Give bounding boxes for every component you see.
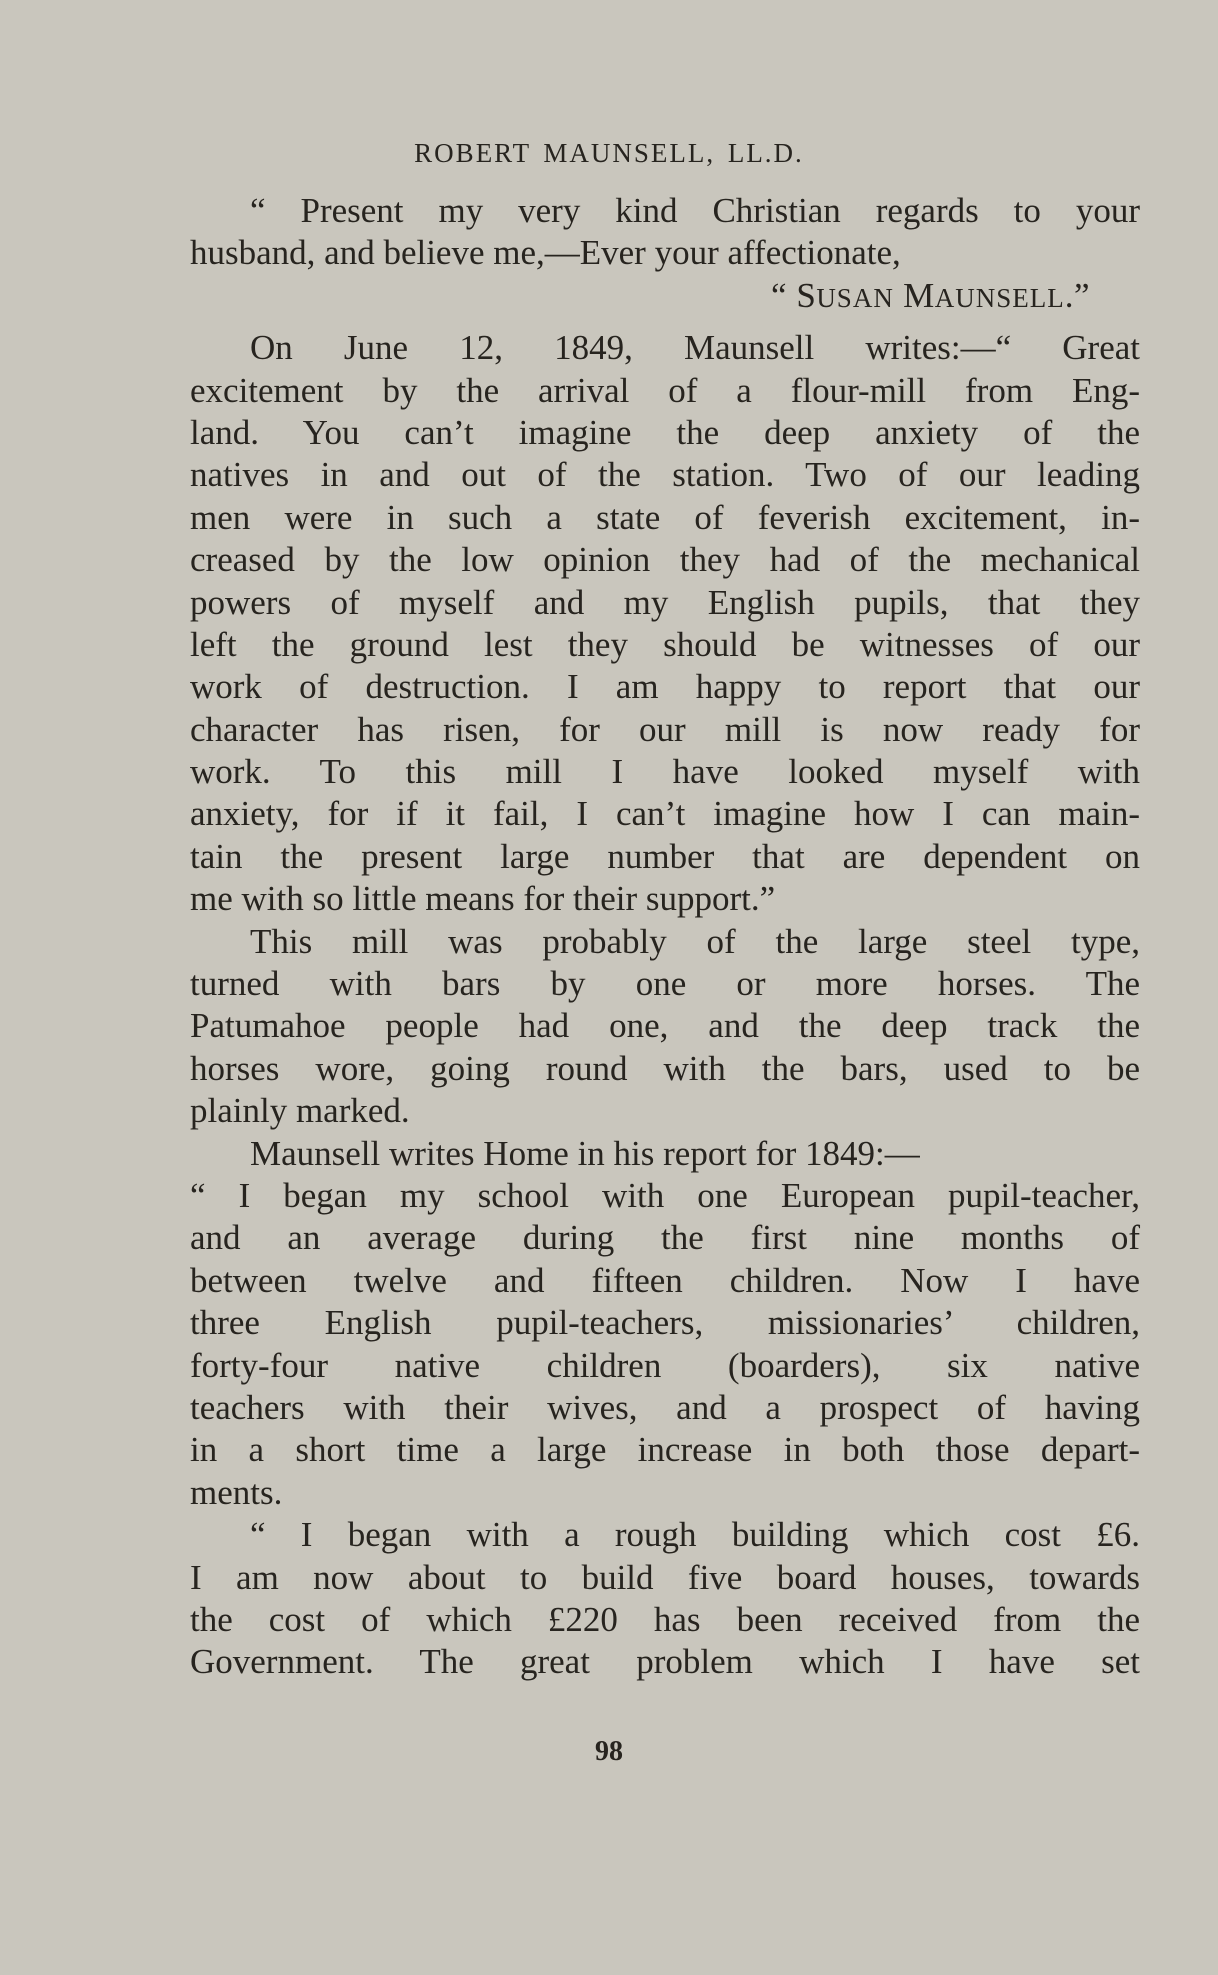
text-line: “ I began with a rough building which cost £6. xyxy=(250,1515,1140,1555)
signature-first-initial: S xyxy=(796,275,817,315)
text-line: in a short time a large increase in both those depart- xyxy=(190,1430,1140,1470)
text-line: character has risen, for our mill is now ready for xyxy=(190,709,1140,749)
text-line: husband, and believe me,—Ever your affectionate, xyxy=(190,233,901,273)
text-line: On June 12, 1849, Maunsell writes:—“ Great xyxy=(250,328,1140,368)
text-line: Patumahoe people had one, and the deep track the xyxy=(190,1006,1140,1046)
signature-last-initial: M xyxy=(903,275,935,315)
text-line: excitement by the arrival of a flour-mill from Eng- xyxy=(190,370,1140,410)
text-line: powers of myself and my English pupils, that they xyxy=(190,582,1140,622)
text-line: land. You can’t imagine the deep anxiety of the xyxy=(190,412,1140,452)
paragraph-gap xyxy=(190,317,1140,327)
letter-signature xyxy=(190,275,1140,317)
text-line: anxiety, for if it fail, I can’t imagine how I can main- xyxy=(190,794,1140,834)
text-line: between twelve and fifteen children. Now I have xyxy=(190,1260,1140,1300)
text-line: men were in such a state of feverish excitement, in- xyxy=(190,497,1140,537)
text-line: teachers with their wives, and a prospect of having xyxy=(190,1387,1140,1427)
text-line: work of destruction. I am happy to report that our xyxy=(190,667,1140,707)
text-line: This mill was probably of the large steel type, xyxy=(250,921,1140,961)
text-line: creased by the low opinion they had of the mechanical xyxy=(190,540,1140,580)
text-line: Maunsell writes Home in his report for 1849:— xyxy=(250,1133,920,1173)
signature-close-quote: .” xyxy=(1064,275,1090,315)
running-head: ROBERT MAUNSELL, LL.D. xyxy=(414,138,804,168)
signature-last-rest: AUNSELL xyxy=(934,282,1065,313)
text-line: forty-four native children (boarders), six native xyxy=(190,1345,1140,1385)
body-text xyxy=(190,190,1140,1684)
text-line: “ I began my school with one European pupil-teacher, xyxy=(190,1175,1140,1215)
text-line: left the ground lest they should be witnesses of our xyxy=(190,624,1140,664)
signature-first-rest: USAN xyxy=(816,282,894,313)
page-number: 98 xyxy=(595,1736,623,1767)
text-line: plainly marked. xyxy=(190,1091,410,1131)
text-line: turned with bars by one or more horses. The xyxy=(190,964,1140,1004)
text-line: ments. xyxy=(190,1472,283,1512)
text-line: horses wore, going round with the bars, used to be xyxy=(190,1048,1140,1088)
text-line: Government. The great problem which I have set xyxy=(190,1642,1140,1682)
text-line: I am now about to build five board houses, towards xyxy=(190,1557,1140,1597)
text-line: and an average during the first nine months of xyxy=(190,1218,1140,1258)
signature-open-quote: “ xyxy=(771,275,797,315)
text-line: the cost of which £220 has been received from the xyxy=(190,1599,1140,1639)
text-line: natives in and out of the station. Two of our leading xyxy=(190,455,1140,495)
text-line: “ Present my very kind Christian regards to your xyxy=(250,191,1140,230)
text-line: work. To this mill I have looked myself with xyxy=(190,752,1140,792)
text-line: me with so little means for their support.” xyxy=(190,879,776,919)
text-line: three English pupil-teachers, missionaries’ children, xyxy=(190,1303,1140,1343)
text-line: tain the present large number that are dependent on xyxy=(190,836,1140,876)
